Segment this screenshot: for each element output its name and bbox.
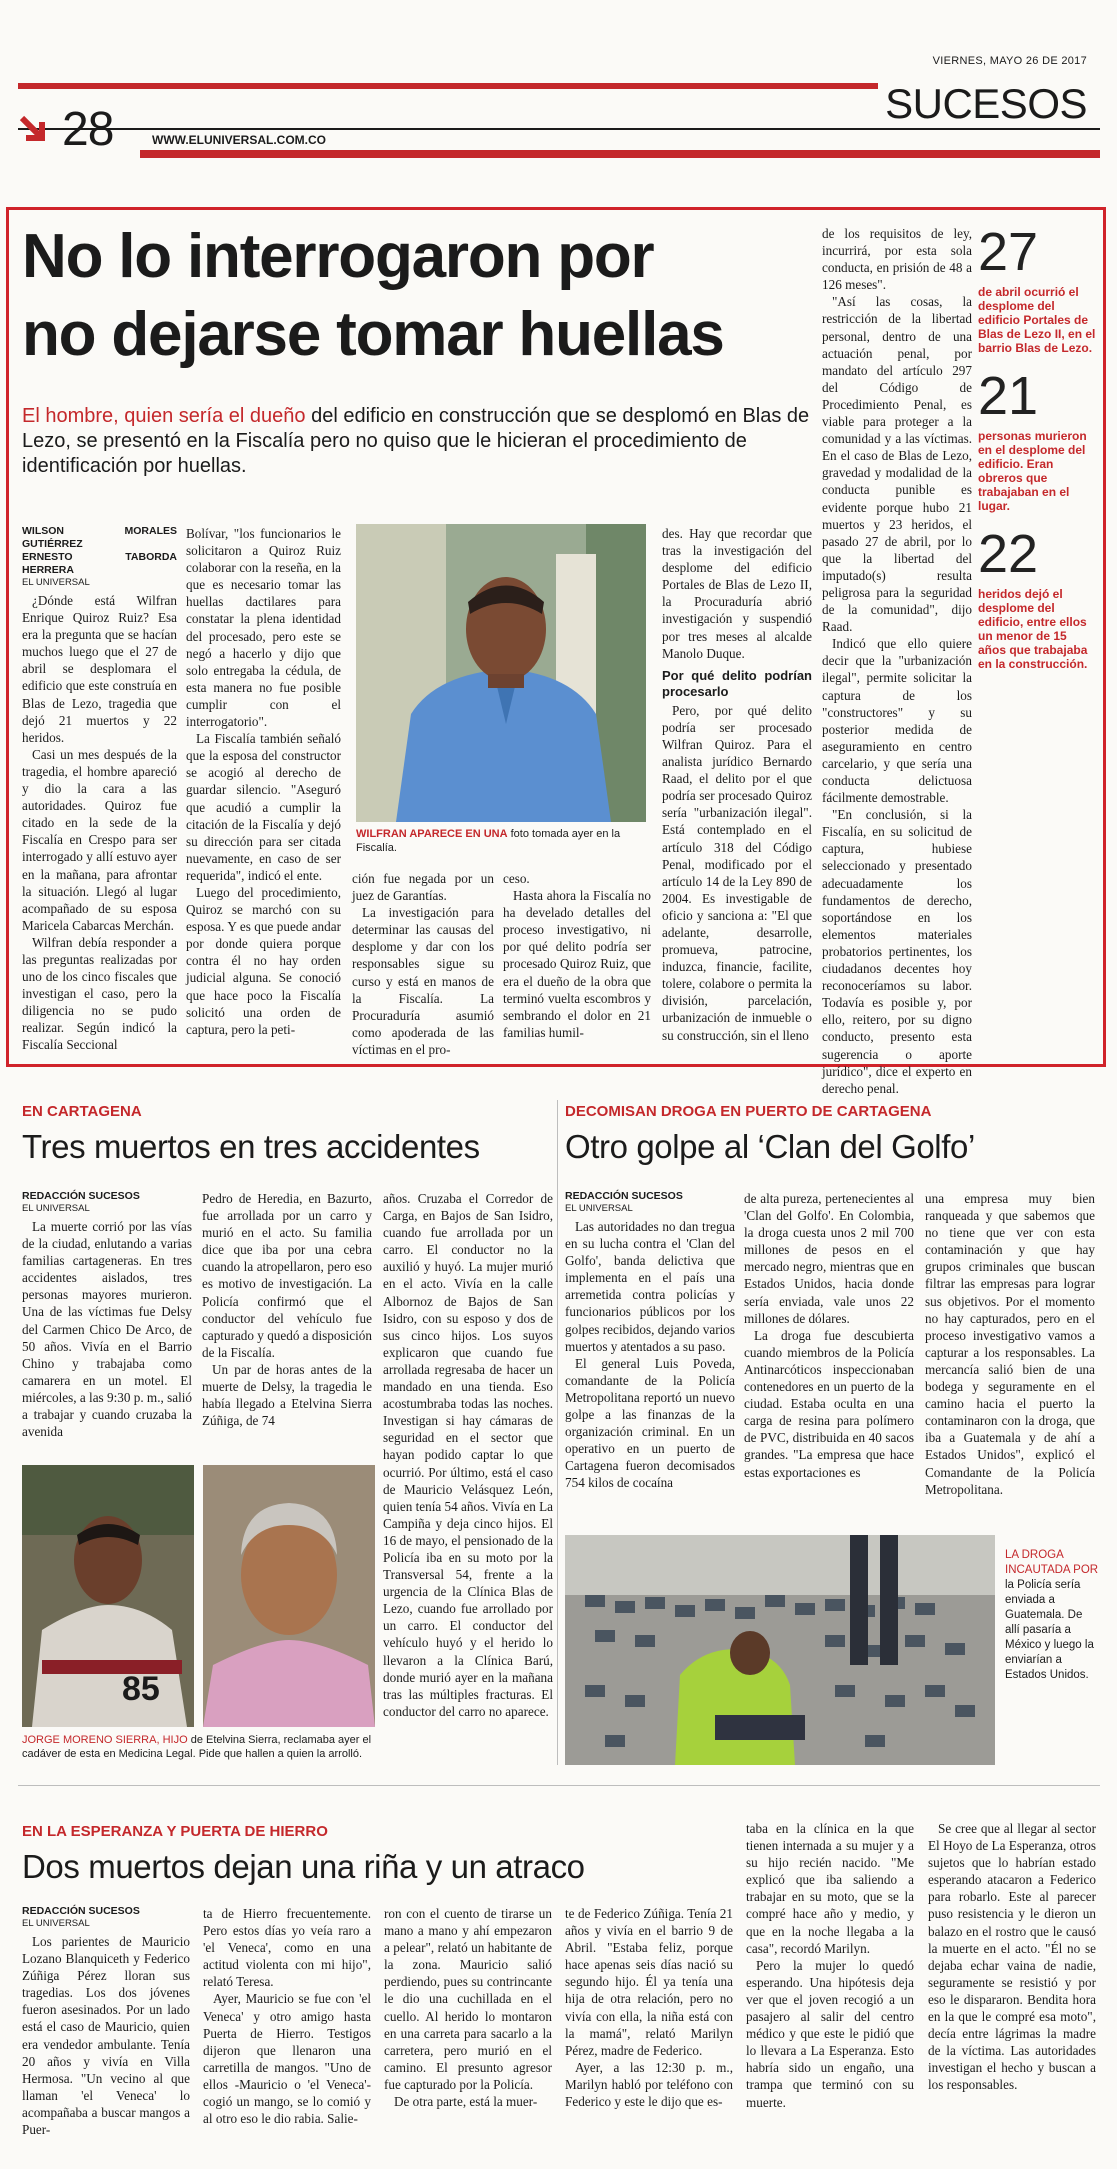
droga-col-2 xyxy=(744,1190,914,1520)
paragraph: Ayer, a las 12:30 p. m., Marilyn habló por teléfono con Federico y este le dijo que es- xyxy=(565,2059,733,2110)
headline-line-1: No lo interrogaron por xyxy=(22,222,654,291)
paragraph: ron con el cuento de tirarse un mano a mano y ahí empezaron a pelear", relató un habitante de la zona. Mauricio salió perdiendo, pues su contrincante le dio una cuchillada en el cuello. Al herido lo montaron en una carreta para sacarlo a la carretera, pero murió en el camino. El presunto agresor fue capturado por la Policía. xyxy=(384,1906,552,2092)
section-title: SUCESOS xyxy=(885,80,1087,127)
byline-source: EL UNIVERSAL xyxy=(22,577,90,588)
paragraph: Bolívar, "los funcionarios le solicitaron a Quiroz Ruiz colaborar con la reseña, en la que es necesario tomar las huellas dactilares para constatar la plena identidad del procesado, pero este se negó a hacerlo y dijo que solo entregaba la cédula, de esta manera no fue posible cumplir con el interrogatorio". xyxy=(186,526,341,730)
deck-lead: El hombre, quien sería el dueño xyxy=(22,405,306,427)
paragraph: ta de Hierro frecuentemente. Pero estos días yo veía raro a 'el Veneca', como en una actitud violenta con mi hijo", relató Teresa. xyxy=(203,1906,371,1990)
stats-sidebar xyxy=(978,222,1096,671)
subheading: Por qué delito podrían procesarlo xyxy=(662,667,812,699)
esperanza-col-2 xyxy=(203,1905,371,2155)
paragraph: Hasta ahora la Fiscalía no ha develado detalles del proceso investigativo, ni por qué delito podría ser procesado Quiroz Ruiz, que era el dueño de la obra que terminó vuelta escombros y sembrando el dolor en 21 familias humil- xyxy=(503,888,651,1040)
byline-author-1: WILSON MORALES GUTIÉRREZ xyxy=(22,525,177,550)
svg-text:85: 85 xyxy=(122,1670,160,1708)
stat-number: 27 xyxy=(978,222,1039,282)
cartagena-col-1 xyxy=(22,1190,192,1470)
paragraph: Pero, por qué delito podría ser procesado Wilfran Quiroz. Para el analista jurídico Bernardo Raad, el delito por el que podría ser procesado Quiroz sería "urbanización ilegal". Está contemplado en el artículo 318 del Código Penal, modificado por el artículo 14 de la Ley 890 de 2004. Es investigable de oficio y sanciona a: "El que adelante, desarrolle, promueva, patrocine, induzca, financie, facilite, tolere, colabore o permita la división, parcelación, urbanización de inmueble o su construcción, sin el lleno xyxy=(662,702,812,1043)
paragraph: Se cree que al llegar al sector El Hoyo de La Esperanza, otros sujetos que lo habrían estado esperando atacaron a Federico para robarlo. Este al parecer puso resistencia y le dieron un balazo en el rostro que le causó la muerte en el acto. "Él no se dejaba echar vaina de nadie, seguramente se resistió y por eso le dispararon. Bendita hora en la que le compré esa moto", decía entre lágrimas la madre de la víctima. Las autoridades investigan el hecho y buscan a los responsables. xyxy=(928,1821,1096,2093)
paragraph: des. Hay que recordar que tras la investigación del desplome del edificio Portales de Blas de Lezo II, la Procuraduría abrió investigación y suspendió por tres meses al alcalde Manolo Duque. xyxy=(662,526,812,661)
headline-line-2: no dejarse tomar huellas xyxy=(22,300,724,369)
byline-source: EL UNIVERSAL xyxy=(22,1918,90,1929)
caption-lead: LA DROGA INCAUTADA POR xyxy=(1005,1549,1099,1576)
section-separator xyxy=(18,1785,1100,1786)
drug-seizure-photo xyxy=(565,1535,995,1765)
paragraph: "Así las cosas, la restricción de la libertad personal, dentro de una actuación penal, por mandato del artículo 297 del Código de Procedimiento Penal, es viable para proteger a la comunidad y a las víctimas. En el caso de Blas de Lezo, gravedad y modalidad de la conducta punible es evidente porque hubo 21 muertos y 23 heridos, el pasado 27 de abril, por lo que la libertad del imputado(s) resulta peligrosa para la seguridad de la comunidad", dijo Raad. xyxy=(822,294,972,635)
column-divider xyxy=(557,1100,558,1765)
main-col-2 xyxy=(186,525,341,1055)
stat-number: 21 xyxy=(978,366,1039,426)
header-red-rule-top xyxy=(18,83,878,89)
stat-text: personas murieron en el desplome del edificio. Eran obreros que trabajaban en el lugar. xyxy=(978,429,1087,513)
etelvina-photo xyxy=(203,1465,375,1727)
page-number: 28 xyxy=(62,103,114,156)
paragraph: El general Luis Poveda, comandante de la Policía Metropolitana reportó un nuevo golpe a las finanzas de la organización criminal. En un operativo en un puerto de Cartagena fueron decomisados 754 kilos de cocaína xyxy=(565,1355,735,1491)
droga-col-3 xyxy=(925,1190,1095,1520)
cartagena-headline: Tres muertos en tres accidentes xyxy=(22,1128,480,1165)
esperanza-col-3 xyxy=(384,1905,552,2155)
main-col-6 xyxy=(822,225,972,1096)
main-col-5 xyxy=(662,525,812,1057)
paragraph: ¿Dónde está Wilfran Enrique Quiroz Ruiz? Esa era la pregunta que se hacían muchos luego que el 27 de abril se desplomara el edificio que este construía en Blas de Lezo, tragedia que dejó 21 muertos y 22 heridos. xyxy=(22,593,177,745)
caption-lead: WILFRAN APARECE EN UNA xyxy=(356,828,508,840)
byline-author-2: ERNESTO TABORDA HERRERA xyxy=(22,551,177,576)
esperanza-col-1 xyxy=(22,1905,190,2155)
droga-photo-caption xyxy=(1005,1548,1100,1683)
byline: REDACCIÓN SUCESOS xyxy=(22,1190,140,1202)
paragraph: años. Cruzaba el Corredor de Carga, en Bajos de San Isidro, cuando fue arrollada por un carro. El conductor no la auxilió y huyó. La mujer murió en el acto. Vivía en la calle Albornoz de Bajos de San Isidro, con su esposo y dos de sus cinco hijos. Los suyos explicaron que cuando fue arrollada regresaba de hacer un mandado en una tienda. Eso acostumbraba todas las noches. Investigan si hay cámaras de seguridad en el sector que hayan podido captar lo que ocurrió. Por último, está el caso de Mauricio Velásquez León, quien tenía 54 años. Vivía en La Campiña y deja cinco hijos. El 16 de mayo, el pensionado de la Policía iba en su moto por la Transversal 54, frente a la urgencia de la Clínica Blas de Lezo, cuando fue arrollado por un carro. El conductor del vehículo huyó y el herido lo llevaron a la Clínica Barú, donde murió ayer en la mañana tras las múltiples fracturas. El conductor del carro no aparece. xyxy=(383,1191,553,1719)
main-deck xyxy=(22,404,812,479)
paragraph: Casi un mes después de la tragedia, el hombre apareció y dio la cara a las autoridades. Quiroz fue citado en la sede de la Fiscalía en Crespo para ser interrogado y allí estuvo ayer en la mañana, para afrontar la situación. Llegó al lugar acompañado de su esposa Maricela Cabarcas Merchán. xyxy=(22,746,177,933)
main-headline xyxy=(22,218,822,374)
paragraph: Pedro de Heredia, en Bazurto, fue arrollada por un carro y murió en el acto. Su familia dice que iba por una cebra cuando la atropellaron, pero eso es motivo de investigación. La Policía confirmó que el conductor del vehículo fue capturado y quedó a disposición de la Fiscalía. xyxy=(202,1191,372,1360)
website-url[interactable]: WWW.ELUNIVERSAL.COM.CO xyxy=(152,133,326,147)
esperanza-col-5 xyxy=(746,1820,914,2155)
stat-text: de abril ocurrió el desplome del edificio Portales de Blas de Lezo II, en el barrio Blas de Lezo. xyxy=(978,285,1096,355)
byline-source: EL UNIVERSAL xyxy=(565,1203,633,1214)
droga-headline: Otro golpe al ‘Clan del Golfo’ xyxy=(565,1128,975,1165)
cartagena-col-2 xyxy=(202,1190,372,1470)
cartagena-photo-caption xyxy=(22,1733,382,1761)
stat-number: 22 xyxy=(978,524,1039,584)
cartagena-section-label: EN CARTAGENA xyxy=(22,1103,142,1120)
wilfran-photo xyxy=(356,524,646,822)
esperanza-col-6 xyxy=(928,1820,1096,2155)
main-col-4 xyxy=(503,870,651,1060)
paragraph: Wilfran debía responder a las preguntas realizadas por uno de los cinco fiscales que investigan el caso, pero la diligencia no se pudo realizar. Según indicó la Fiscalía Seccional xyxy=(22,934,177,1053)
caption-lead: JORGE MORENO SIERRA, HIJO xyxy=(22,1734,188,1746)
cartagena-col-3 xyxy=(383,1190,553,1760)
paragraph: Las autoridades no dan tregua en su lucha contra el 'Clan del Golfo', banda delictiva que implementa en el país una arremetida contra policías y funcionarios públicos por los golpes recibidos, dejando varios muertos y atentados a su paso. xyxy=(565,1219,735,1354)
paragraph: De otra parte, está la muer- xyxy=(394,2094,538,2110)
main-col-1 xyxy=(22,525,177,1055)
paragraph: de alta pureza, pertenecientes al 'Clan del Golfo'. En Colombia, la droga cuesta unos 2 mil 700 millones de pesos en el mercado negro, mientras que en Estados Unidos, hacia donde sería enviada, vale unos 22 millones de dólares. xyxy=(744,1191,914,1326)
paragraph: de los requisitos de ley, incurrirá, por esta sola conducta, en prisión de 48 a 126 meses". xyxy=(822,226,972,293)
byline: REDACCIÓN SUCESOS xyxy=(22,1905,140,1917)
header-black-rule xyxy=(18,128,1100,130)
esperanza-section-label: EN LA ESPERANZA Y PUERTA DE HIERRO xyxy=(22,1823,328,1840)
main-col-3 xyxy=(352,870,494,1060)
droga-section-label: DECOMISAN DROGA EN PUERTO DE CARTAGENA xyxy=(565,1103,932,1120)
esperanza-headline: Dos muertos dejan una riña y un atraco xyxy=(22,1848,585,1885)
paragraph: te de Federico Zúñiga. Tenía 21 años y vivía en el barrio 9 de Abril. "Estaba feliz, porque hace apenas seis días nació su segundo hijo. Él ya tenía una hija de otra relación, pero no vivía con ella, la niña está con la mamá", relató Marilyn Pérez, madre de Federico. xyxy=(565,1906,733,2058)
caption-text: foto tomada ayer en la Fiscalía. xyxy=(356,828,621,854)
caption-text: de Etelvina Sierra, reclamaba ayer el cadáver de esta en Medicina Legal. Pide que hallen a quien la arrolló. xyxy=(22,1734,372,1760)
paragraph: La Fiscalía también señaló que la esposa del constructor se acogió al derecho de guardar silencio. "Aseguró que acudió a cumplir la citación de la Fiscalía y dejó su dirección para ser citada nuevamente, en caso de ser requerida", indicó el ente. xyxy=(186,731,341,883)
paragraph: ción fue negada por un juez de Garantías. xyxy=(352,871,494,904)
byline-source: EL UNIVERSAL xyxy=(22,1203,90,1214)
date-line: VIERNES, MAYO 26 DE 2017 xyxy=(932,55,1087,67)
deck-text: del edificio en construcción que se desplomó en Blas de Lezo, se presentó en la Fiscalía pero no quiso que le hicieran el procedimiento de identificación por huellas. xyxy=(22,405,810,477)
paragraph: "En conclusión, si la Fiscalía, en su solicitud de captura, hubiese seleccionado y presentado adecuadamente los fundamentos de derecho, soportándose en los elementos materiales probatorios pertinentes, los ciudadanos decentes hoy reconoceríamos su labor. Todavía es posible y, por ello, reitero, por su digno conducto, presento esta sugerencia o aporte jurídico", dice el experto en derecho penal. xyxy=(822,807,972,1096)
paragraph: una empresa muy bien ranqueada y que sabemos que no tiene que ver con esta contaminación y que hay grupos criminales que buscan filtrar las empresas para lograr sus objetivos. Por el momento no hay capturados, pero en el proceso investigativo vamos a capturar a los responsables. La mercancía salió bien de una bodega y seguramente en el camino hacia el puerto la contaminaron con la droga, que iba a Guatemala y de ahí a Estados Unidos", explicó el Comandante de la Policía Metropolitana. xyxy=(925,1191,1095,1497)
arrow-icon xyxy=(18,112,52,152)
header-red-rule-bottom xyxy=(140,150,1100,158)
main-photo-caption xyxy=(356,827,656,855)
paragraph: ceso. xyxy=(503,871,530,886)
droga-col-1 xyxy=(565,1190,735,1520)
esperanza-col-4 xyxy=(565,1905,733,2155)
paragraph: La droga fue descubierta cuando miembros de la Policía Antinarcóticos inspeccionaban contenedores en un puerto de la ciudad. Estaba oculta en una carga de resina para polímero de PVC, distribuida en 40 sacos grandes. "La empresa que hace estas exportaciones es xyxy=(744,1327,914,1480)
paragraph: Los parientes de Mauricio Lozano Blanquiceth y Federico Zúñiga Pérez lloran sus tragedias. Los dos jóvenes fueron asesinados. Por un lado está el caso de Mauricio, quien era vendedor ambulante. Tenía 20 años y vivía en Villa Hermosa. "Un vecino al que llaman 'el Veneca' lo acompañaba a buscar mangos a Puer- xyxy=(22,1934,190,2138)
paragraph: Un par de horas antes de la muerte de Delsy, la tragedia le había llegado a Etelvina Sierra Zúñiga, de 74 xyxy=(202,1361,372,1429)
paragraph: Luego del procedimiento, Quiroz se marchó con su esposa. Y es que puede andar por donde quiera porque contra él no hay orden judicial alguna. Se conoció que hace poco la Fiscalía solicitó una orden de captura, pero la peti- xyxy=(186,884,341,1037)
paragraph: La muerte corrió por las vías de la ciudad, enlutando a varias familias cartageneras. En tres accidentes aislados, tres personas mayores murieron. Una de las víctimas fue Delsy del Carmen Chico De Arco, de 50 años. Vivía en el Barrio Chino y trabajaba como camarera en un motel. El miércoles, a las 9:30 p. m., salió a trabajar y cuando cruzaba la avenida xyxy=(22,1219,192,1440)
jorge-moreno-photo xyxy=(22,1465,194,1727)
paragraph: Pero la mujer lo quedó esperando. Una hipótesis deja ver que el joven recogió a un pasajero al salir del centro médico y que este le pidió que lo llevara a La Esperanza. Esto habría sido un engaño, una trampa que terminó con su muerte. xyxy=(746,1957,914,2110)
caption-text: la Policía sería enviada a Guatemala. De allí pasaría a México y luego la enviarían a Estados Unidos. xyxy=(1005,1579,1094,1681)
paragraph: taba en la clínica en la que tienen internada a su mujer y a su hijo recién nacido. "Me explicó que iba saliendo a trabajar en su moto, que se la compré hace año y medio, y que en la noche llegaba a la casa", recordó Marilyn. xyxy=(746,1821,914,1956)
stat-text: heridos dejó el desplome del edificio, entre ellos un menor de 15 años que trabajaba en la construcción. xyxy=(978,587,1088,671)
paragraph: Ayer, Mauricio se fue con 'el Veneca' y otro amigo hasta Puerta de Hierro. Testigos dijeron que llenaron una carretilla de mangos. "Uno de ellos -Mauricio o 'el Veneca'- cogió un mango, se lo comió y al otro eso le dio rabia. Salie- xyxy=(203,1991,371,2127)
paragraph: Indicó que ello quiere decir que la "urbanización ilegal", permite solicitar la captura de los "constructores" y su posterior medida de aseguramiento en centro carcelario, y que sería una conducta delictuosa fácilmente demostrable. xyxy=(822,636,972,806)
paragraph: La investigación para determinar las causas del desplome y dar con los responsables sigue su curso y está en manos de la Fiscalía. La Procuraduría asumió como apoderada de las víctimas en el pro- xyxy=(352,905,494,1057)
byline: REDACCIÓN SUCESOS xyxy=(565,1190,683,1202)
